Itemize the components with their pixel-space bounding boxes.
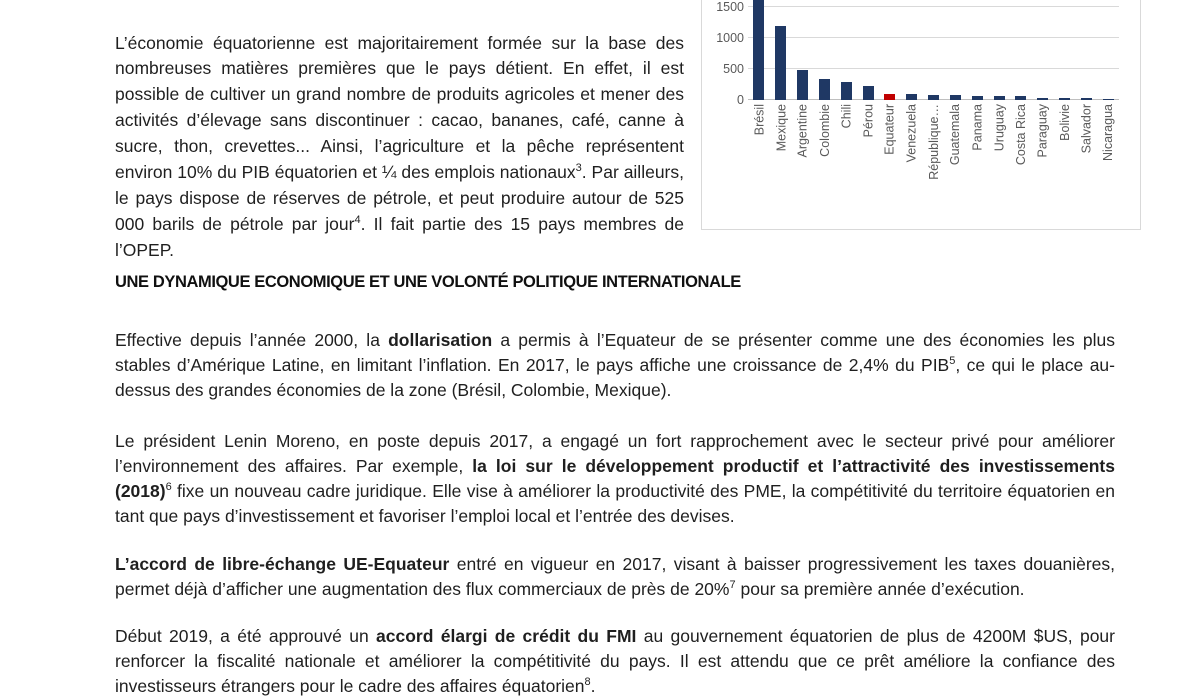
bar-slot xyxy=(1097,0,1119,100)
x-category-label: République… xyxy=(926,104,941,180)
footnote-reference: 4 xyxy=(354,214,361,227)
x-category-label: Uruguay xyxy=(992,104,1007,152)
bar-slot xyxy=(1075,0,1097,100)
bar-slot xyxy=(792,0,814,100)
text-run: Le président Lenin Moreno, en poste depuis 2017, a engagé un fort rapprochement avec le secteur privé pour améliorer l’environnement des affaires. Par exemple, xyxy=(115,430,1115,476)
paragraph-dollarisation xyxy=(115,328,1115,403)
footnote-reference: 3 xyxy=(575,162,582,175)
bar-colombie xyxy=(819,79,830,100)
paragraph-accord-fmi xyxy=(115,624,1115,699)
text-run: accord élargi de crédit du FMI xyxy=(376,625,637,646)
bar-pérou xyxy=(863,86,874,100)
text-run: Début 2019, a été approuvé un xyxy=(115,625,377,646)
x-label-slot xyxy=(835,100,857,196)
x-category-label: Costa Rica xyxy=(1013,104,1028,166)
x-label-slot xyxy=(901,100,923,196)
x-category-label: Equateur xyxy=(882,104,897,155)
text-run: . xyxy=(590,675,596,696)
x-label-slot xyxy=(813,100,835,196)
paragraph-lenin-moreno xyxy=(115,429,1115,529)
bar-slot xyxy=(966,0,988,100)
footnote-reference: 7 xyxy=(729,578,736,591)
x-category-label: Guatemala xyxy=(948,104,963,166)
y-tick-label: 1000 xyxy=(716,31,744,45)
bar-slot xyxy=(944,0,966,100)
text-run: L’économie équatorienne est majoritairement formée sur la base des nombreuses matières premières que le pays détient. En effet, il est possible de cultiver un grand nombre de produits agricoles et mener des activités d’élevage sans discontinuer : cacao, bananes, café, canne à sucre, thon, crevettes... Ainsi, l’agriculture et la pêche représentent environ 10% du PIB équatorien et ¼ des emplois nationaux xyxy=(115,32,684,183)
x-label-slot xyxy=(748,100,770,196)
text-run: . Il fait partie des 15 pays membres de l’OPEP. xyxy=(115,213,685,260)
bar-slot xyxy=(923,0,945,100)
text-run: pour sa première année d’exécution. xyxy=(735,578,1025,599)
x-label-slot xyxy=(770,100,792,196)
chart-bars xyxy=(748,0,1119,100)
x-category-label: Salvador xyxy=(1079,104,1094,154)
x-label-slot xyxy=(1010,100,1032,196)
bar-slot xyxy=(879,0,901,100)
paragraph-accord-ue-equateur xyxy=(115,552,1115,602)
text-run: L’accord de libre-échange UE-Equateur xyxy=(115,553,450,574)
x-category-label: Bolivie xyxy=(1057,104,1072,141)
chart-y-axis xyxy=(706,0,744,107)
y-tick-label: 500 xyxy=(723,62,744,76)
text-run: a permis à l’Equateur de se présenter comme une des économies les plus stables d’Amérique Latine, en limitant l’inflation. En 2017, le pays affiche une croissance de 2,4% du PIB xyxy=(115,329,1115,375)
x-category-label: Chili xyxy=(839,104,854,129)
text-run: . Par ailleurs, le pays dispose de réserves de pétrole, et peut produire autour de 525 000 barils de pétrole par jour xyxy=(115,162,684,234)
x-label-slot xyxy=(1054,100,1076,196)
x-label-slot xyxy=(879,100,901,196)
bar-slot xyxy=(1054,0,1076,100)
bar-chili xyxy=(841,82,852,100)
x-label-slot xyxy=(1032,100,1054,196)
text-run: Effective depuis l’année 2000, la xyxy=(115,329,389,350)
text-run: entré en vigueur en 2017, visant à baisser progressivement les taxes douanières, permet déjà d’afficher une augmentation des flux commerciaux de près de 20% xyxy=(115,553,1116,599)
x-label-slot xyxy=(944,100,966,196)
x-label-slot xyxy=(792,100,814,196)
bar-slot xyxy=(857,0,879,100)
chart-plot-area xyxy=(748,0,1119,100)
x-label-slot xyxy=(1075,100,1097,196)
x-label-slot xyxy=(857,100,879,196)
bar-brésil xyxy=(753,0,764,100)
bar-slot xyxy=(988,0,1010,100)
bar-slot xyxy=(748,0,770,100)
section-heading: UNE DYNAMIQUE ECONOMIQUE ET UNE VOLONTÉ POLITIQUE INTERNATIONALE xyxy=(115,272,741,291)
text-run: la loi sur le développement productif et l’attractivité des investissements (2018) xyxy=(115,455,1115,501)
y-tick-label: 0 xyxy=(737,93,744,107)
x-category-label: Venezuela xyxy=(904,104,919,163)
chart-x-labels xyxy=(748,100,1119,196)
x-category-label: Panama xyxy=(970,104,985,151)
bar-mexique xyxy=(775,26,786,100)
footnote-reference: 6 xyxy=(165,480,172,493)
bar-slot xyxy=(1032,0,1054,100)
x-label-slot xyxy=(1097,100,1119,196)
footnote-reference: 8 xyxy=(584,675,591,688)
x-label-slot xyxy=(988,100,1010,196)
bar-slot xyxy=(813,0,835,100)
x-category-label: Colombie xyxy=(817,104,832,157)
bar-slot xyxy=(835,0,857,100)
text-run: au gouvernement équatorien de plus de 4200M $US, pour renforcer la fiscalité nationale et améliorer la compétitivité du pays. Il est attendu que ce prêt améliore la confiance des investisseurs étrangers pour le cadre des affaires équatorien xyxy=(115,625,1115,696)
bar-slot xyxy=(901,0,923,100)
bar-argentine xyxy=(797,70,808,100)
x-category-label: Nicaragua xyxy=(1101,104,1116,161)
x-category-label: Argentine xyxy=(795,104,810,158)
x-label-slot xyxy=(923,100,945,196)
text-run: , ce qui le place au-dessus des grandes économies de la zone (Brésil, Colombie, Mexique). xyxy=(115,354,1115,400)
x-category-label: Brésil xyxy=(751,104,766,136)
text-run: dollarisation xyxy=(388,329,493,350)
text-run: fixe un nouveau cadre juridique. Elle vise à améliorer la productivité des PME, la compétitivité du territoire équatorien en tant que pays d’investissement et favoriser l’emploi local et l’entrée des devises. xyxy=(115,480,1115,526)
y-tick-label: 1500 xyxy=(716,0,744,14)
x-category-label: Mexique xyxy=(773,104,788,152)
bar-slot xyxy=(1010,0,1032,100)
x-label-slot xyxy=(966,100,988,196)
intro-paragraph xyxy=(115,31,684,264)
gdp-bar-chart xyxy=(701,0,1141,230)
x-category-label: Pérou xyxy=(861,104,876,138)
footnote-reference: 5 xyxy=(949,354,956,367)
bar-slot xyxy=(770,0,792,100)
x-category-label: Paraguay xyxy=(1035,104,1050,158)
